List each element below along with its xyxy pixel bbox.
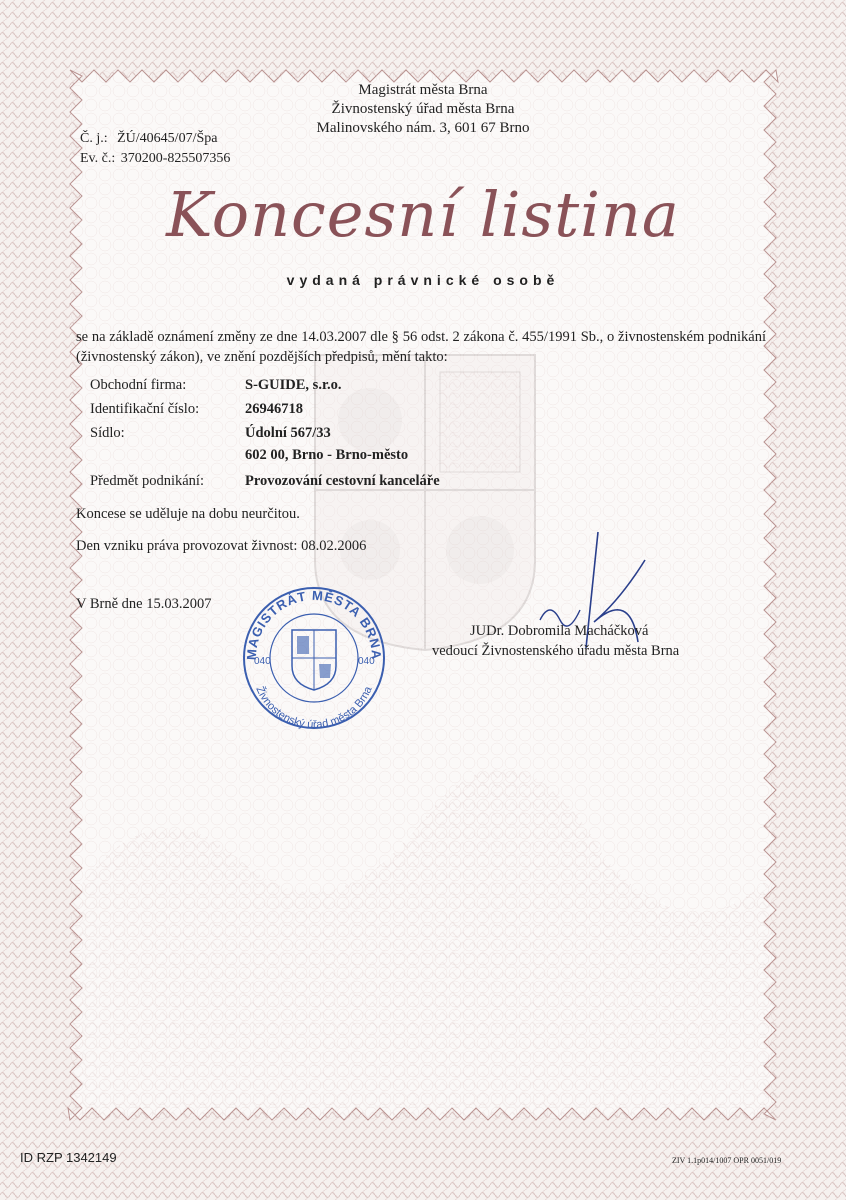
intro-paragraph: se na základě oznámení změny ze dne 14.03.2007 dle § 56 odst. 2 zákona č. 455/1991 Sb., o živnostenském podnikání (živnostenský zákon), ve znění pozdějších předpisů, mění takto:	[76, 329, 766, 365]
evidence-number-value: 370200-825507356	[120, 151, 231, 166]
duration-text: Koncese se uděluje na dobu neurčitou.	[76, 506, 300, 522]
ref-number	[80, 131, 217, 147]
registry-id: ID RZP 1342149	[20, 1150, 117, 1165]
document-title: Koncesní listina	[166, 178, 680, 251]
ref-number-label: Č. j.:	[80, 131, 108, 146]
stamp-bottom-text: Živnostenský úřad města Brna	[253, 684, 375, 730]
handwritten-signature	[520, 530, 670, 660]
signatory-name: JUDr. Dobromila Macháčková	[470, 623, 649, 639]
seat-line-1: Údolní 567/33	[245, 425, 331, 441]
firm-value: S-GUIDE, s.r.o.	[245, 377, 342, 393]
stamp-shield-icon	[292, 630, 336, 690]
evidence-number-label: Ev. č.:	[80, 151, 116, 166]
form-code: ZIV 1.1p014/1007 OPR 0051/019	[672, 1156, 782, 1165]
place-date: V Brně dne 15.03.2007	[76, 596, 212, 612]
subject-value: Provozování cestovní kanceláře	[245, 473, 440, 489]
subject-label: Předmět podnikání:	[90, 473, 204, 489]
seat-line-2: 602 00, Brno - Brno-město	[245, 447, 409, 463]
issuer-line-2: Živnostenský úřad města Brna	[331, 101, 515, 117]
seat-label: Sídlo:	[90, 425, 125, 441]
ref-number-value: ŽÚ/40645/07/Špa	[117, 131, 218, 146]
svg-text:Živnostenský úřad města Brna	[253, 684, 375, 730]
stamp-right-number: 040	[358, 656, 375, 667]
firm-label: Obchodní firma:	[90, 377, 187, 393]
id-label: Identifikační číslo:	[90, 401, 200, 417]
id-value: 26946718	[245, 401, 303, 417]
official-stamp	[234, 580, 394, 730]
evidence-number	[80, 151, 230, 167]
issuer-address: Malinovského nám. 3, 601 67 Brno	[316, 120, 530, 136]
issuer-line-1: Magistrát města Brna	[358, 82, 488, 98]
signatory-role: vedoucí Živnostenského úřadu města Brna	[432, 643, 680, 659]
stamp-top-text: MAGISTRÁT MĚSTA BRNA	[243, 587, 385, 661]
origin-text: Den vzniku práva provozovat živnost: 08.02.2006	[76, 538, 367, 554]
stamp-left-number: 040	[254, 656, 271, 667]
document-subtitle: vydaná právnické osobě	[286, 272, 560, 288]
